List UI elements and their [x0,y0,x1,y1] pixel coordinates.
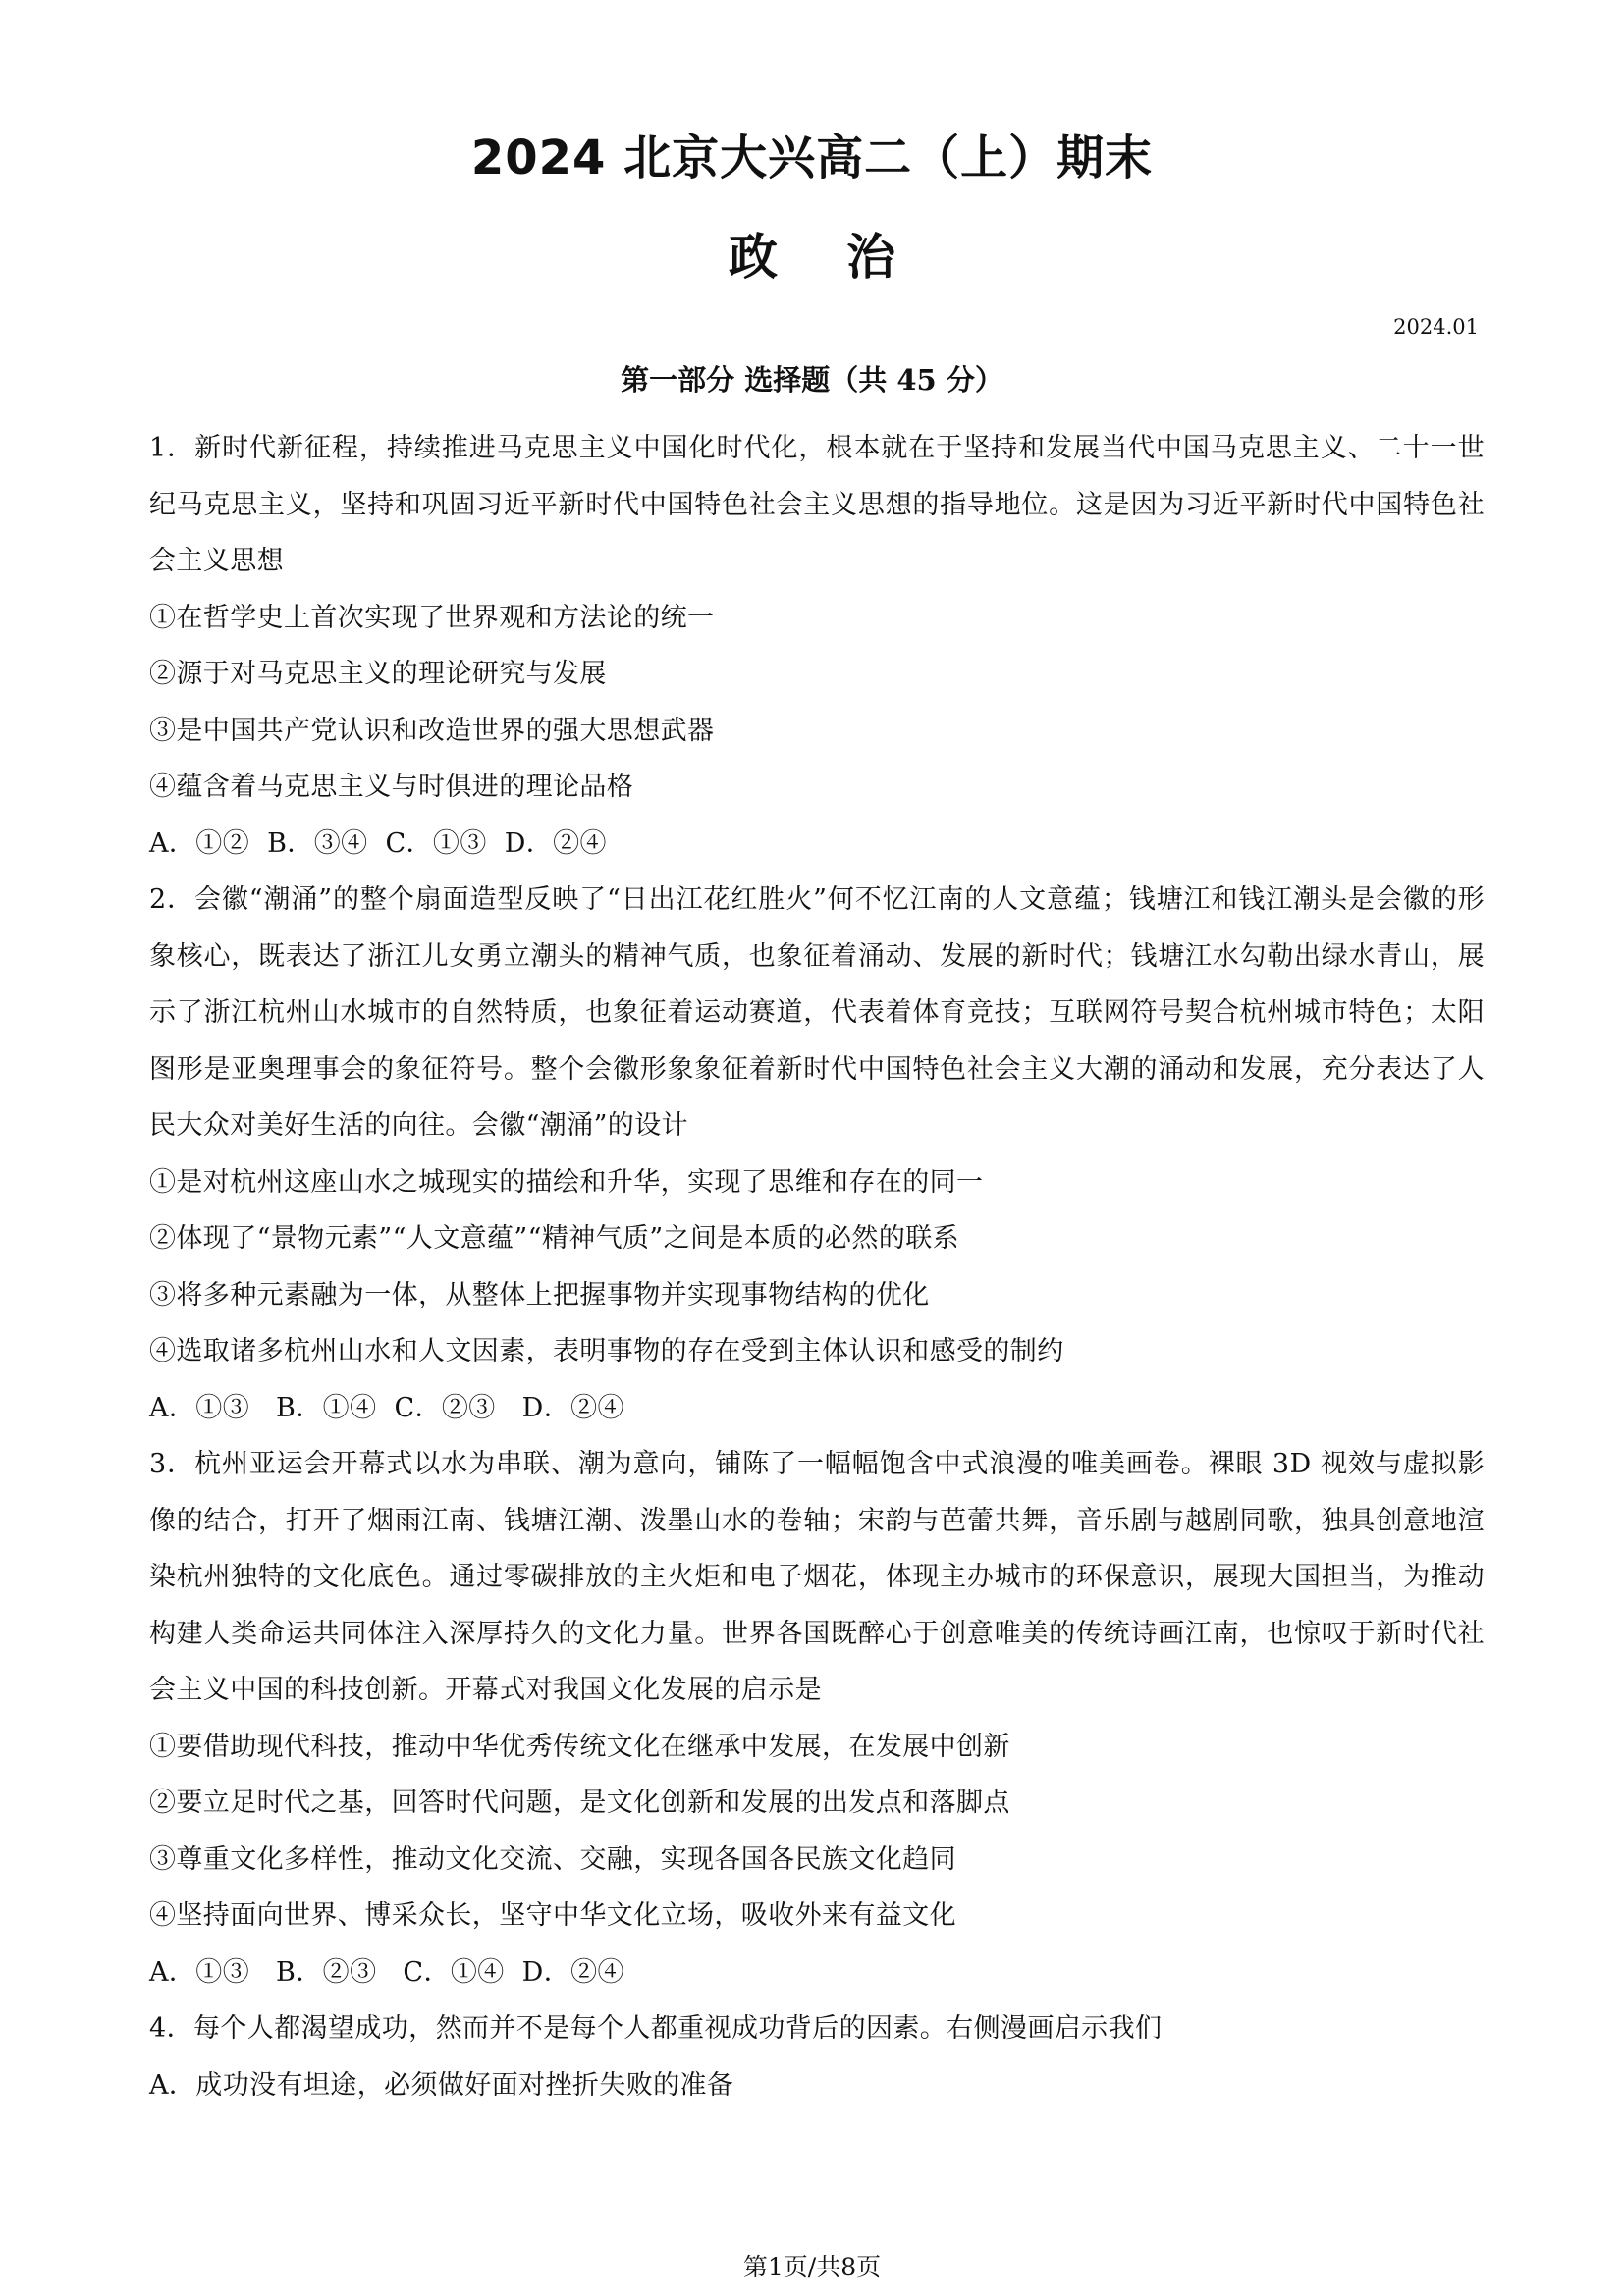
question-3-choices: A．①③ B．②③ C．①④ D．②④ [149,1956,624,1988]
question-1-stem: 1．新时代新征程，持续推进马克思主义中国化时代化，根本就在于坚持和发展当代中国马克思主义、二十一世纪马克思主义，坚持和巩固习近平新时代中国特色社会主义思想的指导地位。这是因为习近平新时代中国特色社会主义思想 [149,433,1485,576]
question-1-choices: A．①② B．③④ C．①③ D．②④ [149,828,607,859]
question-2-option-3: ③将多种元素融为一体，从整体上把握事物并实现事物结构的优化 [149,1279,930,1310]
question-2-option-4: ④选取诸多杭州山水和人文因素，表明事物的存在受到主体认识和感受的制约 [149,1336,1064,1366]
question-4-stem: 4．每个人都渴望成功，然而并不是每个人都重视成功背后的因素。右侧漫画启示我们 [149,2013,1163,2044]
exam-title: 2024 北京大兴高二（上）期末 [470,131,1154,186]
question-3-option-3: ③尊重文化多样性，推动文化交流、交融，实现各国各民族文化趋同 [149,1843,956,1875]
question-3-stem: 3．杭州亚运会开幕式以水为串联、潮为意向，铺陈了一幅幅饱含中式浪漫的唯美画卷。裸眼 3D 视效与虚拟影像的结合，打开了烟雨江南、钱塘江潮、泼墨山水的卷轴；宋韵与芭蕾共舞，音乐剧与越剧同歌，独具创意地渲染杭州独特的文化底色。通过零碳排放的主火炬和电子烟花，体现主办城市的环保意识，展现大国担当，为推动构建人类命运共同体注入深厚持久的文化力量。世界各国既醉心于创意唯美的传统诗画江南，也惊叹于新时代社会主义中国的科技创新。开幕式对我国文化发展的启示是 [149,1449,1485,1705]
question-1-option-4: ④蕴含着马克思主义与时俱进的理论品格 [149,772,634,802]
question-3-option-4: ④坚持面向世界、博采众长，坚守中华文化立场，吸收外来有益文化 [149,1900,956,1931]
question-1-option-2: ②源于对马克思主义的理论研究与发展 [149,659,607,689]
question-1-option-1: ①在哲学史上首次实现了世界观和方法论的统一 [149,602,715,633]
questions-body [149,420,1485,2113]
question-1-option-3: ③是中国共产党认识和改造世界的强大思想武器 [149,715,715,746]
section-heading: 第一部分 选择题（共 45 分） [621,363,1003,397]
page-number: 第1页/共8页 [742,2253,882,2281]
question-3-option-1: ①要借助现代科技，推动中华优秀传统文化在继承中发展，在发展中创新 [149,1731,1010,1762]
question-3-option-2: ②要立足时代之基，回答时代问题，是文化创新和发展的出发点和落脚点 [149,1788,1010,1818]
question-4-option-a: A．成功没有坦途，必须做好面对挫折失败的准备 [149,2069,734,2101]
question-2-option-1: ①是对杭州这座山水之城现实的描绘和升华，实现了思维和存在的同一 [149,1166,984,1198]
question-2-stem: 2．会徽“潮涌”的整个扇面造型反映了“日出江花红胜火”何不忆江南的人文意蕴；钱塘江和钱江潮头是会徽的形象核心，既表达了浙江儿女勇立潮头的精神气质，也象征着涌动、发展的新时代；钱塘江水勾勒出绿水青山，展示了浙江杭州山水城市的自然特质，也象征着运动赛道，代表着体育竞技；互联网符号契合杭州城市特色；太阳图形是亚奥理事会的象征符号。整个会徽形象象征着新时代中国特色社会主义大潮的涌动和发展，充分表达了人民大众对美好生活的向往。会徽“潮涌”的设计 [149,884,1485,1141]
exam-date: 2024.01 [1393,315,1479,339]
question-2-option-2: ②体现了“景物元素”“人文意蕴”“精神气质”之间是本质的必然的联系 [149,1223,960,1254]
subject-heading: 政治 [729,229,964,286]
question-2-choices: A．①③ B．①④ C．②③ D．②④ [149,1392,624,1423]
